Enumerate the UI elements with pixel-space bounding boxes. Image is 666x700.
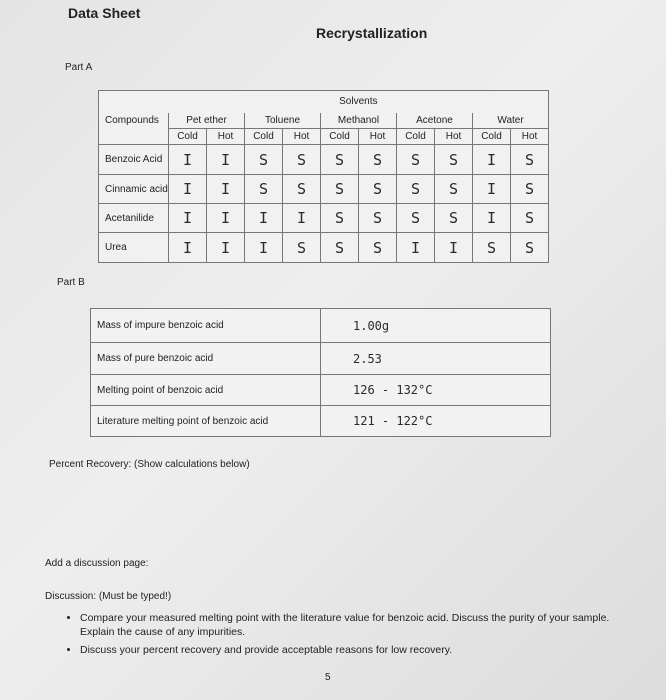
hot-label: Hot <box>435 129 473 145</box>
table-row <box>99 233 549 263</box>
solubility-cell: S <box>435 175 473 204</box>
result-value: 2.53 <box>321 343 551 375</box>
part-b-label: Part B <box>57 277 85 288</box>
result-label: Melting point of benzoic acid <box>91 375 321 406</box>
solubility-cell: S <box>511 145 549 175</box>
hot-label: Hot <box>511 129 549 145</box>
discussion-page-note: Add a discussion page: <box>45 558 149 569</box>
solvent-header: Acetone <box>397 113 473 129</box>
compound-name: Benzoic Acid <box>99 145 169 175</box>
solubility-cell: I <box>397 233 435 263</box>
solvent-header: Pet ether <box>169 113 245 129</box>
percent-recovery-label: Percent Recovery: (Show calculations below) <box>49 459 250 470</box>
solubility-cell: S <box>245 145 283 175</box>
solubility-cell: S <box>359 145 397 175</box>
solubility-cell: S <box>321 204 359 233</box>
solubility-cell: S <box>511 204 549 233</box>
solubility-cell: S <box>321 145 359 175</box>
solubility-cell: I <box>283 204 321 233</box>
compound-name: Acetanilide <box>99 204 169 233</box>
list-item: • Compare your measured melting point with the literature value for benzoic acid. Discuss the purity of your sample. Explain the cause of any impurities. <box>80 611 640 639</box>
solubility-cell: I <box>169 145 207 175</box>
table-row <box>91 343 551 375</box>
result-value: 1.00g <box>321 309 551 343</box>
section-title: Recrystallization <box>316 25 428 41</box>
discussion-heading: Discussion: (Must be typed!) <box>45 591 172 602</box>
result-value: 126 - 132°C <box>321 375 551 406</box>
table-row <box>91 406 551 437</box>
solubility-cell: S <box>511 175 549 204</box>
table-row <box>91 375 551 406</box>
compounds-header: Compounds <box>99 113 169 129</box>
solubility-cell: S <box>397 145 435 175</box>
solubility-cell: S <box>359 204 397 233</box>
table-row <box>91 309 551 343</box>
table-row <box>99 145 549 175</box>
hot-label: Hot <box>359 129 397 145</box>
solubility-table <box>98 90 549 263</box>
result-label: Mass of impure benzoic acid <box>91 309 321 343</box>
solubility-cell: S <box>321 175 359 204</box>
hot-label: Hot <box>283 129 321 145</box>
solubility-cell: I <box>169 175 207 204</box>
part-a-label: Part A <box>65 62 93 73</box>
cold-label: Cold <box>245 129 283 145</box>
solubility-cell: I <box>245 204 283 233</box>
cold-label: Cold <box>397 129 435 145</box>
solubility-cell: I <box>169 233 207 263</box>
cold-label: Cold <box>321 129 359 145</box>
results-table <box>90 308 551 437</box>
solubility-cell: S <box>359 175 397 204</box>
cold-label: Cold <box>169 129 207 145</box>
table-corner <box>99 91 169 113</box>
page-title: Data Sheet <box>68 5 141 21</box>
result-label: Literature melting point of benzoic acid <box>91 406 321 437</box>
compound-name: Urea <box>99 233 169 263</box>
compounds-header-spacer <box>99 129 169 145</box>
result-value: 121 - 122°C <box>321 406 551 437</box>
solvent-header: Methanol <box>321 113 397 129</box>
solvent-header: Water <box>473 113 549 129</box>
solubility-cell: S <box>283 175 321 204</box>
solubility-cell: I <box>207 175 245 204</box>
solubility-cell: S <box>397 204 435 233</box>
solvent-header: Toluene <box>245 113 321 129</box>
solubility-cell: S <box>359 233 397 263</box>
solubility-cell: I <box>207 145 245 175</box>
solubility-cell: I <box>245 233 283 263</box>
solubility-cell: S <box>435 204 473 233</box>
compound-name: Cinnamic acid <box>99 175 169 204</box>
solvents-header: Solvents <box>169 91 549 113</box>
hot-label: Hot <box>207 129 245 145</box>
solubility-cell: S <box>435 145 473 175</box>
solubility-cell: S <box>397 175 435 204</box>
solubility-cell: I <box>435 233 473 263</box>
page-number: 5 <box>325 672 331 683</box>
solubility-cell: I <box>473 204 511 233</box>
solubility-cell: S <box>321 233 359 263</box>
solubility-cell: I <box>207 204 245 233</box>
solubility-cell: S <box>473 233 511 263</box>
solubility-cell: I <box>473 175 511 204</box>
table-row <box>99 175 549 204</box>
cold-label: Cold <box>473 129 511 145</box>
solubility-cell: I <box>207 233 245 263</box>
list-item: • Discuss your percent recovery and provide acceptable reasons for low recovery. <box>80 643 640 657</box>
solubility-cell: I <box>473 145 511 175</box>
solubility-cell: S <box>511 233 549 263</box>
solubility-cell: I <box>169 204 207 233</box>
solubility-cell: S <box>283 145 321 175</box>
solubility-cell: S <box>245 175 283 204</box>
result-label: Mass of pure benzoic acid <box>91 343 321 375</box>
solubility-cell: S <box>283 233 321 263</box>
discussion-list <box>62 611 640 661</box>
table-row <box>99 204 549 233</box>
